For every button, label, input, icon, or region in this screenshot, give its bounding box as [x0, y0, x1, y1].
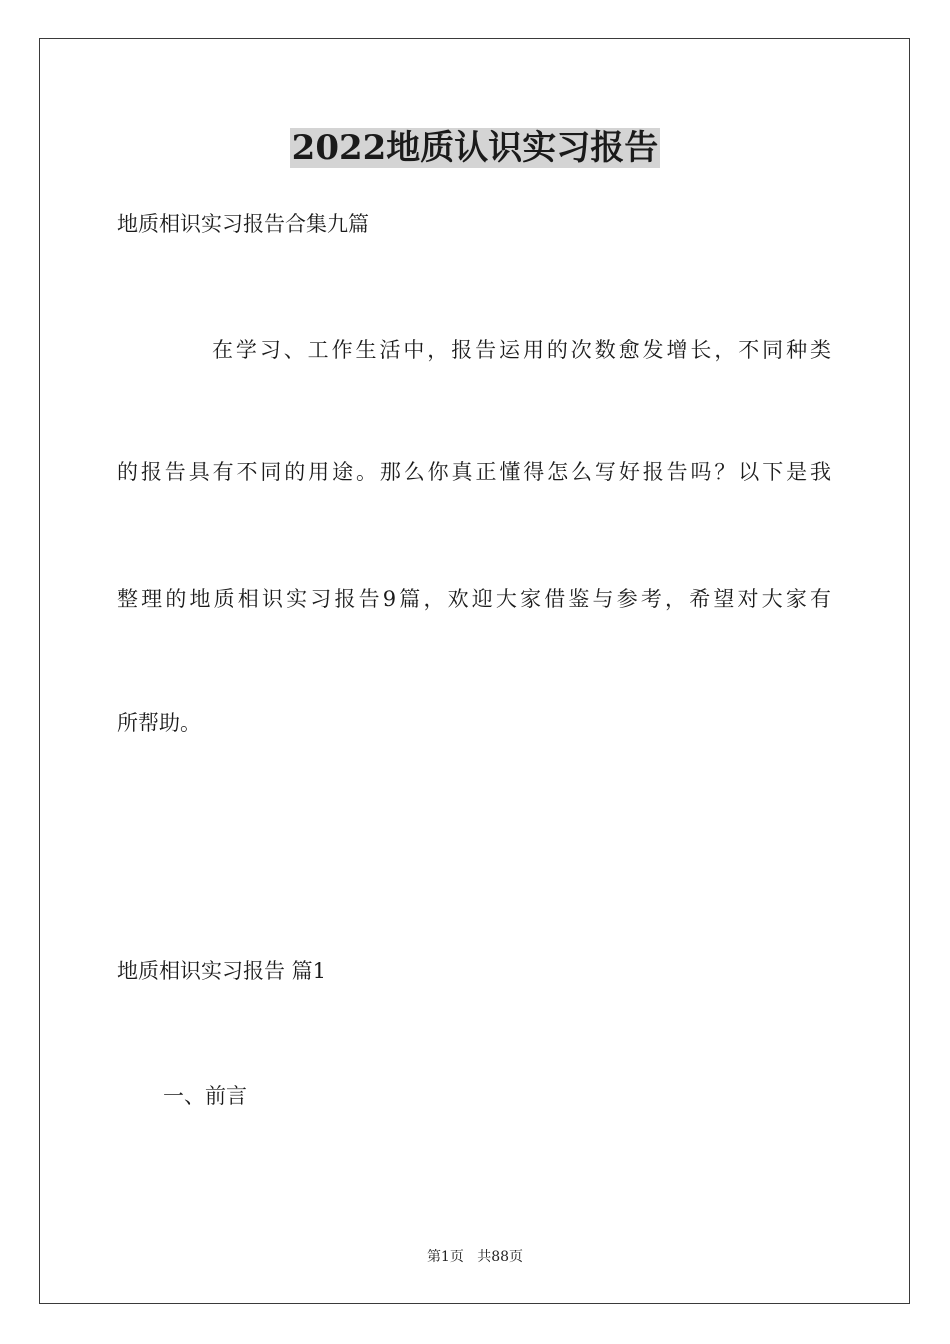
- document-subtitle: 地质相识实习报告合集九篇: [117, 212, 369, 236]
- paragraph-line-4: 所帮助。: [117, 711, 201, 735]
- document-title: [0, 124, 950, 172]
- page-number: 第1页: [426, 1249, 464, 1265]
- page-total: 共88页: [477, 1249, 524, 1265]
- document-title-text: 2022地质认识实习报告: [291, 128, 659, 168]
- page-footer: [0, 1247, 950, 1267]
- sub-heading-preface: 一、前言: [163, 1084, 247, 1108]
- paragraph-line-3: 整理的地质相识实习报告9篇，欢迎大家借鉴与参考，希望对大家有: [117, 587, 831, 611]
- paragraph-line-2: 的报告具有不同的用途。那么你真正懂得怎么写好报告吗？以下是我: [117, 460, 831, 484]
- section-heading: 地质相识实习报告 篇1: [117, 959, 327, 983]
- paragraph-line-1: 在学习、工作生活中，报告运用的次数愈发增长，不同种类: [212, 338, 831, 362]
